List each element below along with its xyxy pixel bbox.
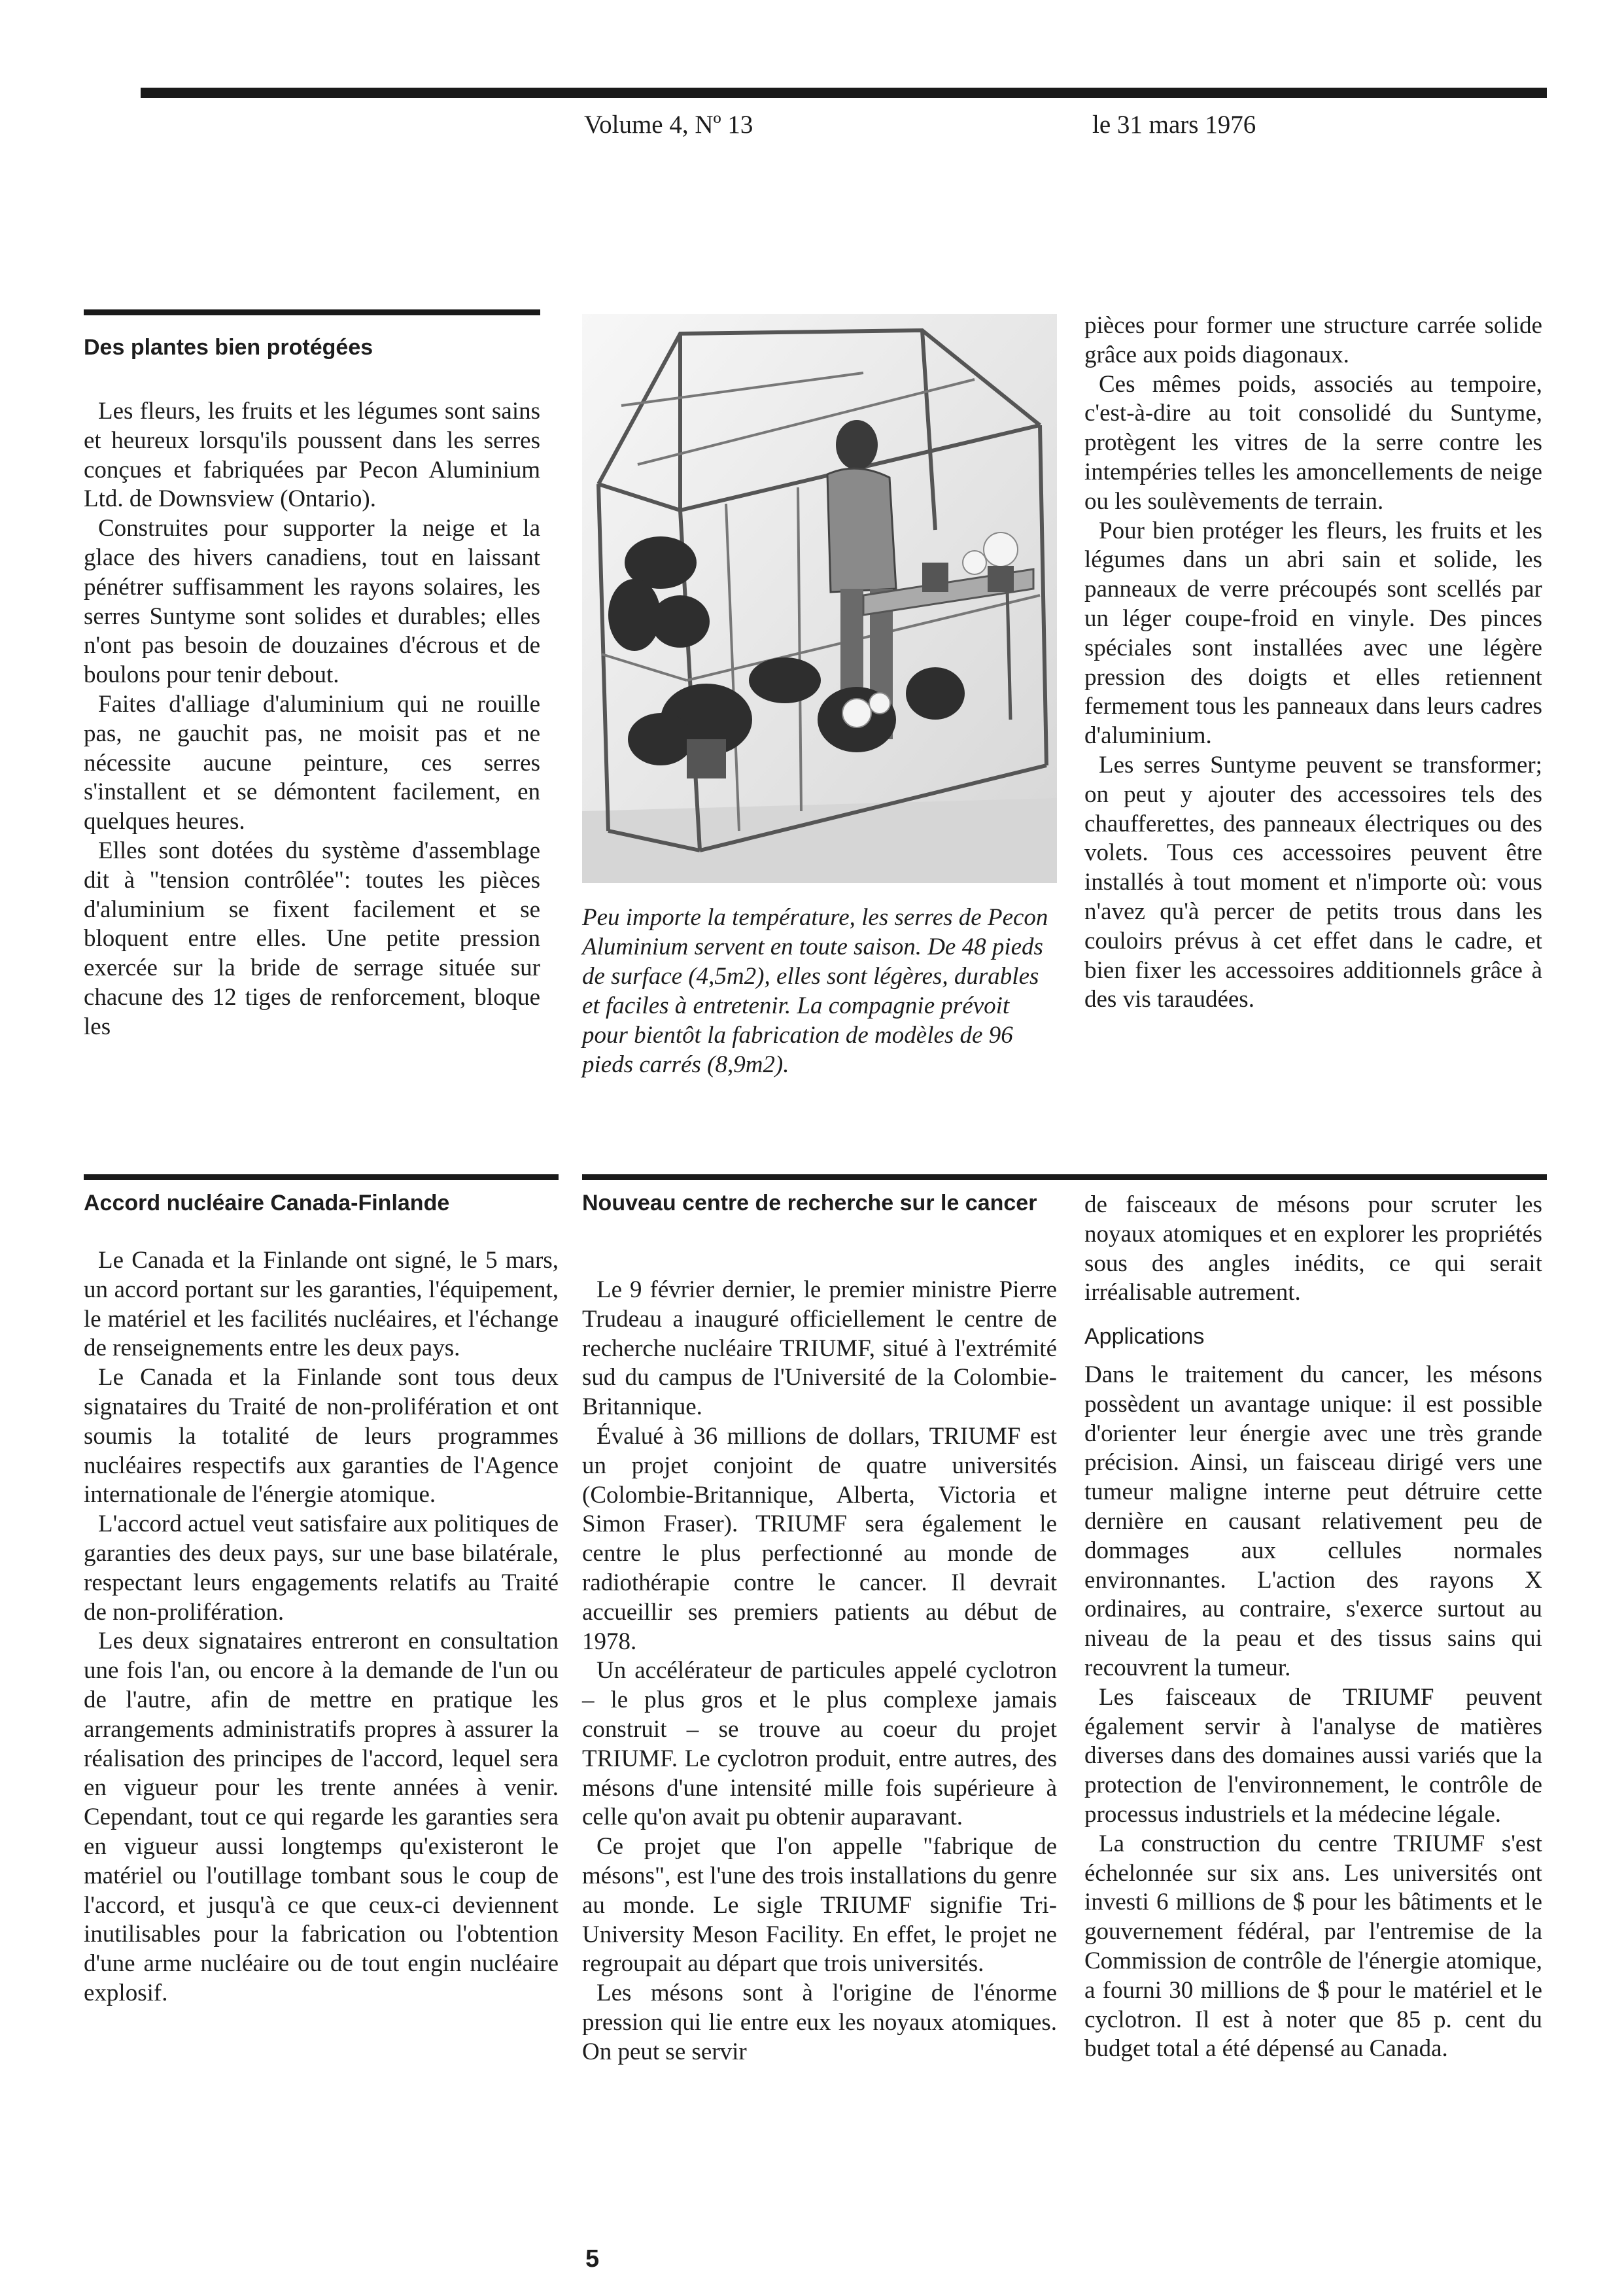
paragraph: Pour bien protéger les fleurs, les fruits et les légumes dans un abri sain et solide, les panneaux de verre précoupés sont scellés par un léger coupe-froid en vinyle. Des pinces spéciales sont installées avec une légère pression des doigts et elles retiennent fermement tous les panneaux dans leurs cadres d'aluminium. — [1084, 517, 1542, 750]
section-rule-accord — [84, 1174, 559, 1180]
section-rule-plantes — [84, 309, 540, 315]
article-title-plantes: Des plantes bien protégées — [84, 335, 373, 360]
paragraph: de faisceaux de mésons pour scruter les noyaux atomiques et en explorer les propriétés sous des angles inédits, ce qui serait irréalisable autrement. — [1084, 1191, 1542, 1306]
paragraph: Elles sont dotées du système d'assemblage dit à "tension contrôlée": toutes les pièces d'aluminium se fixent facilement et se bloquent entre elles. Une petite pression exercée sur la bride de serrage située sur chacune des 12 tiges de renforcement, bloque les — [84, 837, 540, 1040]
paragraph: Ces mêmes poids, associés au tempoire, c'est-à-dire au toit consolidé du Suntyme, protègent les vitres de la serre contre les intempéries telles les amoncellements de neige ou les soulèvements de terrain. — [1084, 370, 1542, 515]
paragraph: Évalué à 36 millions de dollars, TRIUMF est un projet conjoint de quatre universités (Colombie-Britannique, Alberta, Victoria et Simon Fraser). TRIUMF sera également le centre le plus perfectionné au monde de radiothérapie contre le cancer. Il devrait accueillir ses premiers patients au début de 1978. — [582, 1422, 1057, 1655]
issue-date: le 31 mars 1976 — [1092, 111, 1256, 139]
paragraph: Les serres Suntyme peuvent se transformer; on peut y ajouter des accessoires tels des chaufferettes, des panneaux électriques ou des volets. Tous ces accessoires peuvent être installés à tout moment et n'importe où: vous n'avez qu'à percer de petits trous dans les couloirs prévus à cet effet dans le cadre, et bien fixer les accessoires additionnels grâce à des vis taraudées. — [1084, 751, 1542, 1013]
subheading-applications: Applications — [1084, 1324, 1205, 1350]
article-body-accord — [84, 1246, 559, 2008]
greenhouse-photo — [582, 314, 1057, 883]
section-rule-triumf — [582, 1174, 1547, 1180]
paragraph: Dans le traitement du cancer, les mésons possèdent un avantage unique: il est possible d'orienter leur énergie avec une très grande précision. Ainsi, un faisceau dirigé vers une tumeur maligne interne peut détruire cette dernière en causant relativement peu de dommages aux cellules normales environnantes. L'action des rayons X ordinaires, au contraire, s'exerce surtout au niveau de la peau et des tissus sains qui recouvrent la tumeur. — [1084, 1361, 1542, 1681]
article-body-triumf-col3 — [1084, 1191, 1542, 2064]
paragraph: L'accord actuel veut satisfaire aux politiques de garanties des deux pays, sur une base bilatérale, respectant leurs engagements relatifs au Traité de non-prolifération. — [84, 1511, 559, 1626]
paragraph: Les fleurs, les fruits et les légumes sont sains et heureux lorsqu'ils poussent dans les serres conçues et fabriquées par Pecon Aluminium Ltd. de Downsview (Ontario). — [84, 398, 540, 513]
photo-caption: Peu importe la température, les serres de Pecon Aluminium servent en toute saison. De 48 pieds de surface (4,5m2), elles sont légères, durables et faciles à entretenir. La compagnie prévoit pour bientôt la fabrication de modèles de 96 pieds carrés (8,9m2). — [582, 904, 1048, 1078]
issue-volume: Volume 4, Nº 13 — [584, 111, 753, 139]
top-rule — [141, 88, 1547, 98]
paragraph: Le 9 février dernier, le premier ministre Pierre Trudeau a inauguré officiellement le centre de recherche nucléaire TRIUMF, situé à l'extrémité sud du campus de l'Université de la Colombie-Britannique. — [582, 1276, 1057, 1421]
article-body-plantes-col3 — [1084, 311, 1542, 1015]
paragraph: Les mésons sont à l'origine de l'énorme pression qui lie entre eux les noyaux atomiques. On peut se servir — [582, 1980, 1057, 2065]
paragraph: Les deux signataires entreront en consultation une fois l'an, ou encore à la demande de l'un ou de l'autre, afin de mettre en pratique les arrangements administratifs propres à assurer la réalisation des principes de l'accord, lequel sera en vigueur pour les trente années à venir. Cependant, tout ce qui regarde les garanties sera en vigueur aussi longtemps qu'existeront le matériel ou l'outillage tombant sous le coup de l'accord, et jusqu'à ce que ceux-ci deviennent inutilisables pour la fabrication ou l'obtention d'une arme nucléaire ou de tout engin nucléaire explosif. — [84, 1628, 559, 2006]
paragraph: Un accélérateur de particules appelé cyclotron – le plus gros et le plus complexe jamais construit – se trouve au coeur du projet TRIUMF. Le cyclotron produit, entre autres, des mésons d'une intensité mille fois supérieure à celle qu'on avait pu obtenir auparavant. — [582, 1657, 1057, 1831]
paragraph: La construction du centre TRIUMF s'est échelonnée sur six ans. Les universités ont investi 6 millions de $ pour les bâtiments et le gouvernement fédéral, par l'entremise de la Commission de contrôle de l'énergie atomique, a fourni 30 millions de $ pour le matériel et le cyclotron. Il est à noter que 85 p. cent du budget total a été dépensé au Canada. — [1084, 1830, 1542, 2063]
article-body-triumf-col2 — [582, 1276, 1057, 2067]
page-number: 5 — [585, 2245, 600, 2273]
paragraph: Les faisceaux de TRIUMF peuvent également servir à l'analyse de matières diverses dans des domaines aussi variés que la protection de l'environnement, le contrôle de processus industriels et la médecine légale. — [1084, 1683, 1542, 1828]
paragraph: Le Canada et la Finlande sont tous deux signataires du Traité de non-prolifération et ont soumis la totalité de leurs programmes nucléaires respectifs aux garanties de l'Agence internationale de l'énergie atomique. — [84, 1364, 559, 1509]
article-title-triumf: Nouveau centre de recherche sur le cancer — [582, 1191, 1037, 1215]
article-body-plantes-col1 — [84, 397, 540, 1042]
paragraph: Ce projet que l'on appelle "fabrique de mésons", est l'une des trois installations du genre au monde. Le sigle TRIUMF signifie Tri-University Meson Facility. En effet, le projet ne regroupait au départ que trois universités. — [582, 1833, 1057, 1978]
paragraph: Faites d'alliage d'aluminium qui ne rouille pas, ne gauchit pas, ne moisit pas et ne nécessite aucune peinture, ces serres s'installent et se démontent facilement, en quelques heures. — [84, 690, 540, 835]
paragraph: Le Canada et la Finlande ont signé, le 5 mars, un accord portant sur les garanties, l'équipement, le matériel et les facilités nucléaires, et l'échange de renseignements entre les deux pays. — [84, 1247, 559, 1362]
article-title-accord: Accord nucléaire Canada-Finlande — [84, 1191, 450, 1215]
paragraph: Construites pour supporter la neige et la glace des hivers canadiens, tout en laissant pénétrer suffisamment les rayons solaires, les serres Suntyme sont solides et durables; elles n'ont pas besoin de douzaines d'écrous et de boulons pour tenir debout. — [84, 515, 540, 689]
paragraph: pièces pour former une structure carrée solide grâce aux poids diagonaux. — [1084, 312, 1542, 368]
